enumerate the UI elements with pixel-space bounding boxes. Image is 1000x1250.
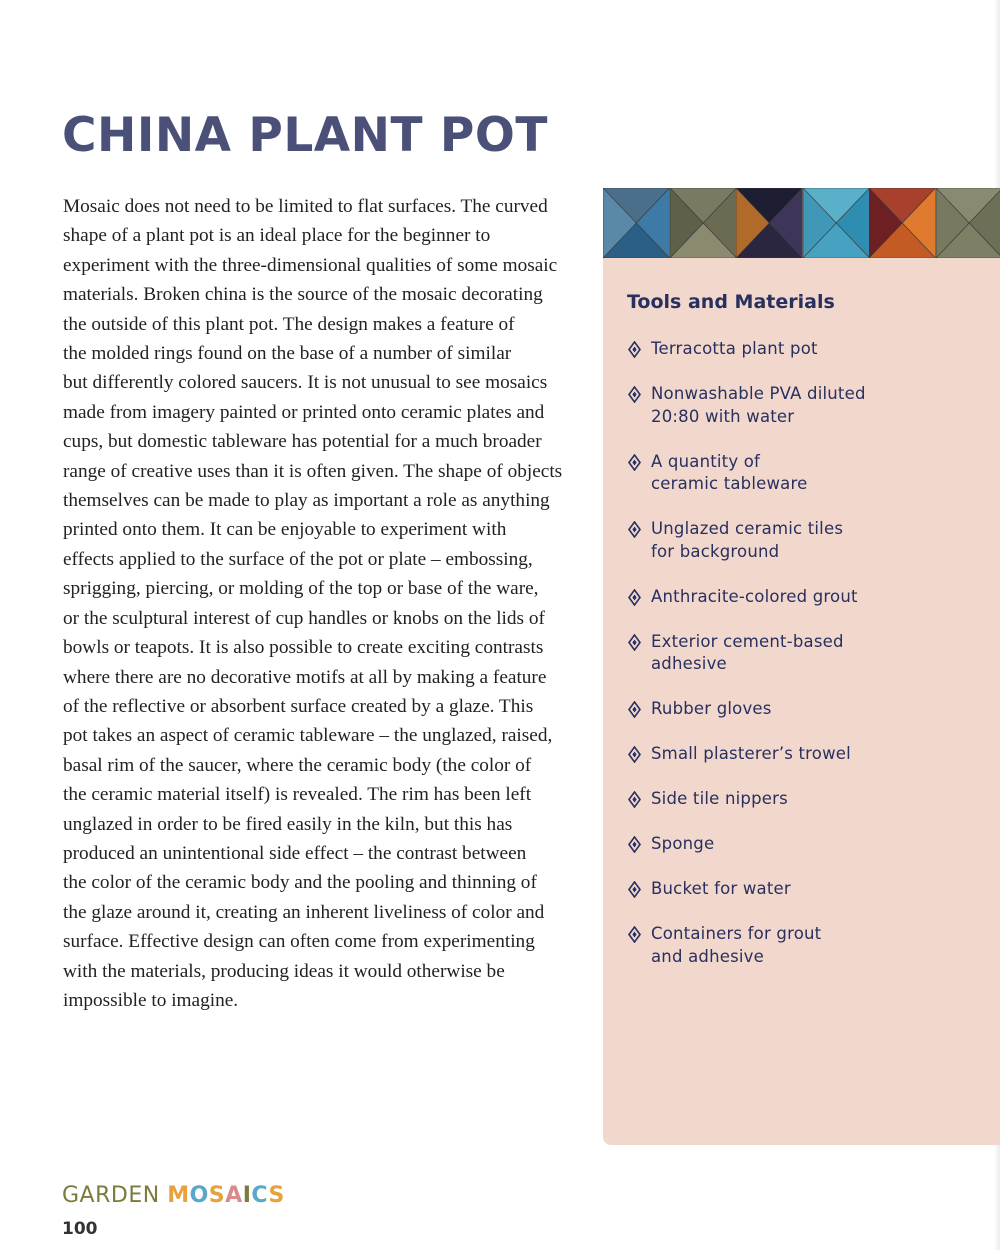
tools-list-item: [627, 586, 866, 609]
body-text-line: sprigging, piercing, or molding of the top or base of the ware,: [63, 578, 539, 600]
tools-list-item: [627, 743, 866, 766]
page-title: CHINA PLANT POT: [62, 108, 548, 163]
tools-list: [627, 338, 866, 991]
body-text-line: produced an unintentional side effect – the contrast between: [63, 842, 527, 864]
mosaic-tile-strip: [603, 188, 1000, 258]
tools-item-text: Terracotta plant pot: [651, 339, 818, 358]
page-number: 100: [62, 1219, 98, 1239]
body-text-line: themselves can be made to play as important a role as anything: [63, 490, 550, 512]
tools-item-text: Containers for grout: [651, 924, 822, 943]
tools-list-item: [627, 923, 866, 968]
tools-item-text: and adhesive: [651, 946, 764, 966]
body-text-line: impossible to imagine.: [63, 989, 239, 1011]
body-text-line: shape of a plant pot is an ideal place for the beginner to: [63, 225, 491, 247]
diamond-bullet-icon: [628, 634, 641, 651]
diamond-bullet-icon: [628, 881, 641, 898]
body-text-line: where there are no decorative motifs at all by making a feature: [63, 666, 547, 688]
tools-item-text: Sponge: [651, 834, 715, 853]
diamond-bullet-icon: [628, 926, 641, 943]
diamond-bullet-icon: [628, 454, 641, 471]
book-title-letter: S: [208, 1183, 226, 1208]
mosaic-tile: [603, 188, 670, 258]
book-title-letter: O: [189, 1183, 209, 1208]
diamond-bullet-icon: [628, 701, 641, 718]
tools-list-item: [627, 451, 866, 496]
mosaic-tile: [803, 188, 870, 258]
tools-heading: Tools and Materials: [627, 291, 835, 313]
diamond-bullet-icon: [628, 386, 641, 403]
tools-item-text: Rubber gloves: [651, 699, 772, 718]
body-text-line: of the reflective or absorbent surface created by a glaze. This: [63, 695, 534, 717]
tools-list-item: [627, 518, 866, 563]
body-text-line: unglazed in order to be fired easily in the kiln, but this has: [63, 813, 513, 835]
tools-item-text: Side tile nippers: [651, 789, 788, 808]
diamond-bullet-icon: [628, 836, 641, 853]
mosaic-tile: [736, 188, 803, 258]
body-text-line: the ceramic material itself) is revealed. The rim has been left: [63, 784, 532, 806]
diamond-bullet-icon: [628, 791, 641, 808]
tools-item-text: Exterior cement-based: [651, 631, 844, 651]
book-title-footer: [62, 1183, 285, 1208]
body-text-line: cups, but domestic tableware has potential for a much broader: [63, 431, 542, 453]
body-text-line: the outside of this plant pot. The design makes a feature of: [63, 313, 515, 335]
tools-item-text: adhesive: [651, 654, 727, 673]
tools-item-text: 20:80 with water: [651, 406, 795, 426]
body-text-line: printed onto them. It can be enjoyable to experiment with: [63, 519, 507, 541]
tools-item-text: Nonwashable PVA diluted: [651, 384, 866, 403]
book-title-letter: A: [225, 1183, 243, 1208]
mosaic-tile: [936, 188, 1000, 258]
body-text-line: pot takes an aspect of ceramic tableware – the unglazed, raised,: [63, 725, 553, 747]
tools-list-item: [627, 631, 866, 676]
body-text-line: effects applied to the surface of the pot or plate – embossing,: [63, 548, 533, 570]
book-title-brand: [167, 1183, 285, 1208]
body-text-line: bowls or teapots. It is also possible to create exciting contrasts: [63, 637, 544, 659]
book-title-letter: M: [167, 1183, 190, 1208]
diamond-bullet-icon: [628, 341, 641, 358]
tools-item-text: A quantity of: [651, 451, 761, 471]
tools-and-materials-panel: [603, 188, 1000, 1145]
tools-item-text: ceramic tableware: [651, 474, 808, 493]
diamond-bullet-icon: [628, 589, 641, 606]
body-text-line: the molded rings found on the base of a number of similar: [63, 343, 512, 365]
body-text-line: surface. Effective design can often come from experimenting: [63, 931, 535, 953]
diamond-bullet-icon: [628, 521, 641, 538]
body-text-line: Mosaic does not need to be limited to flat surfaces. The curved: [63, 196, 548, 217]
body-paragraph: [63, 192, 583, 1015]
tools-list-item: [627, 833, 866, 856]
tools-item-text: Anthracite-colored grout: [651, 586, 858, 606]
book-title-prefix: GARDEN: [62, 1183, 168, 1208]
body-text-line: but differently colored saucers. It is not unusual to see mosaics: [63, 372, 548, 394]
body-text-line: the color of the ceramic body and the pooling and thinning of: [63, 872, 537, 894]
body-text-line: made from imagery painted or printed onto ceramic plates and: [63, 401, 545, 423]
tools-item-text: Bucket for water: [651, 879, 791, 898]
book-title-letter: C: [251, 1183, 269, 1208]
tools-list-item: [627, 878, 866, 901]
body-text-line: the glaze around it, creating an inherent liveliness of color and: [63, 901, 545, 923]
body-text-line: basal rim of the saucer, where the ceramic body (the color of: [63, 754, 532, 776]
body-text-line: range of creative uses than it is often given. The shape of objects: [63, 460, 563, 482]
mosaic-tile: [670, 188, 737, 258]
book-title-letter: S: [268, 1183, 285, 1208]
body-text-line: or the sculptural interest of cup handles or knobs on the lids of: [63, 607, 545, 629]
tools-list-item: [627, 383, 866, 428]
body-text-line: materials. Broken china is the source of the mosaic decorating: [63, 284, 543, 306]
tools-item-text: Small plasterer’s trowel: [651, 744, 851, 763]
diamond-bullet-icon: [628, 746, 641, 763]
tools-item-text: Unglazed ceramic tiles: [651, 519, 844, 538]
tools-list-item: [627, 338, 866, 361]
tools-list-item: [627, 788, 866, 811]
body-text-line: with the materials, producing ideas it would otherwise be: [63, 960, 505, 982]
mosaic-tile: [869, 188, 936, 258]
book-title-letter: I: [242, 1183, 252, 1208]
tools-list-item: [627, 698, 866, 721]
body-text-line: experiment with the three-dimensional qualities of some mosaic: [63, 254, 558, 276]
tools-item-text: for background: [651, 541, 780, 561]
